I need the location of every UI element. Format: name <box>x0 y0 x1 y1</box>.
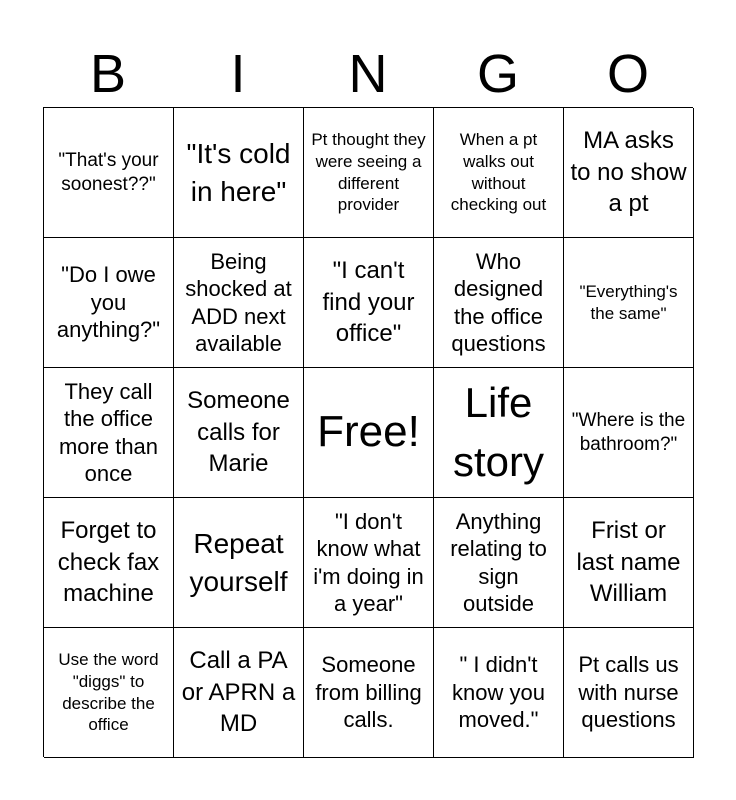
cell-text: Being shocked at ADD next available <box>185 248 292 356</box>
bingo-cell[interactable] <box>44 238 174 368</box>
cell-text: Frist or last name William <box>576 516 681 608</box>
bingo-cell[interactable] <box>434 108 564 238</box>
cell-text: "That's your soonest??" <box>58 149 159 195</box>
cell-text: "I can't find your office" <box>322 256 415 348</box>
free-space[interactable] <box>304 368 434 498</box>
bingo-cell[interactable] <box>564 108 694 238</box>
cell-text: When a pt walks out without checking out <box>450 130 547 215</box>
cell-text: Repeat yourself <box>189 527 288 597</box>
bingo-cell[interactable] <box>174 368 304 498</box>
header-letter-i: I <box>230 44 246 104</box>
cell-text: Someone from billing calls. <box>315 652 422 733</box>
bingo-cell[interactable] <box>304 108 434 238</box>
cell-text: Pt calls us with nurse questions <box>578 652 679 733</box>
bingo-cell[interactable] <box>44 368 174 498</box>
cell-text: "It's cold in here" <box>186 137 291 207</box>
cell-text: Who designed the office questions <box>451 248 546 356</box>
header-letter-o: O <box>606 44 649 104</box>
cell-text: Anything relating to sign outside <box>450 508 547 616</box>
bingo-cell[interactable] <box>304 628 434 758</box>
bingo-cell[interactable] <box>304 238 434 368</box>
cell-text: Use the word "diggs" to describe the office <box>58 650 159 735</box>
header-letter-b: B <box>89 44 127 104</box>
bingo-cell[interactable] <box>434 238 564 368</box>
cell-text: "I don't know what i'm doing in a year" <box>313 508 424 616</box>
bingo-cell[interactable] <box>434 368 564 498</box>
header-letter-g: G <box>476 44 519 104</box>
bingo-cell[interactable] <box>304 498 434 628</box>
bingo-header <box>43 40 693 108</box>
cell-text: Someone calls for Marie <box>187 386 290 478</box>
bingo-board <box>43 107 693 757</box>
cell-text: Life story <box>452 378 544 485</box>
cell-text: "Everything's the same" <box>579 281 678 323</box>
cell-text: Forget to check fax machine <box>57 516 160 608</box>
bingo-cell[interactable] <box>174 498 304 628</box>
cell-text: "Do I owe you anything?" <box>56 262 161 343</box>
bingo-cell[interactable] <box>44 108 174 238</box>
bingo-cell[interactable] <box>44 628 174 758</box>
bingo-cell[interactable] <box>434 628 564 758</box>
cell-text: "Where is the bathroom?" <box>571 409 686 455</box>
cell-text: Pt thought they were seeing a different provider <box>311 130 426 215</box>
bingo-cell[interactable] <box>564 368 694 498</box>
cell-text: MA asks to no show a pt <box>570 126 687 218</box>
bingo-cell[interactable] <box>174 238 304 368</box>
bingo-cell[interactable] <box>44 498 174 628</box>
cell-text: They call the office more than once <box>58 378 159 486</box>
bingo-cell[interactable] <box>434 498 564 628</box>
header-letter-n: N <box>348 44 388 104</box>
bingo-cell[interactable] <box>174 628 304 758</box>
cell-text: " I didn't know you moved." <box>452 652 545 733</box>
bingo-cell[interactable] <box>564 238 694 368</box>
cell-text: Call a PA or APRN a MD <box>181 646 296 738</box>
bingo-cell[interactable] <box>564 628 694 758</box>
bingo-cell[interactable] <box>564 498 694 628</box>
bingo-cell[interactable] <box>174 108 304 238</box>
cell-text: Free! <box>317 407 420 457</box>
